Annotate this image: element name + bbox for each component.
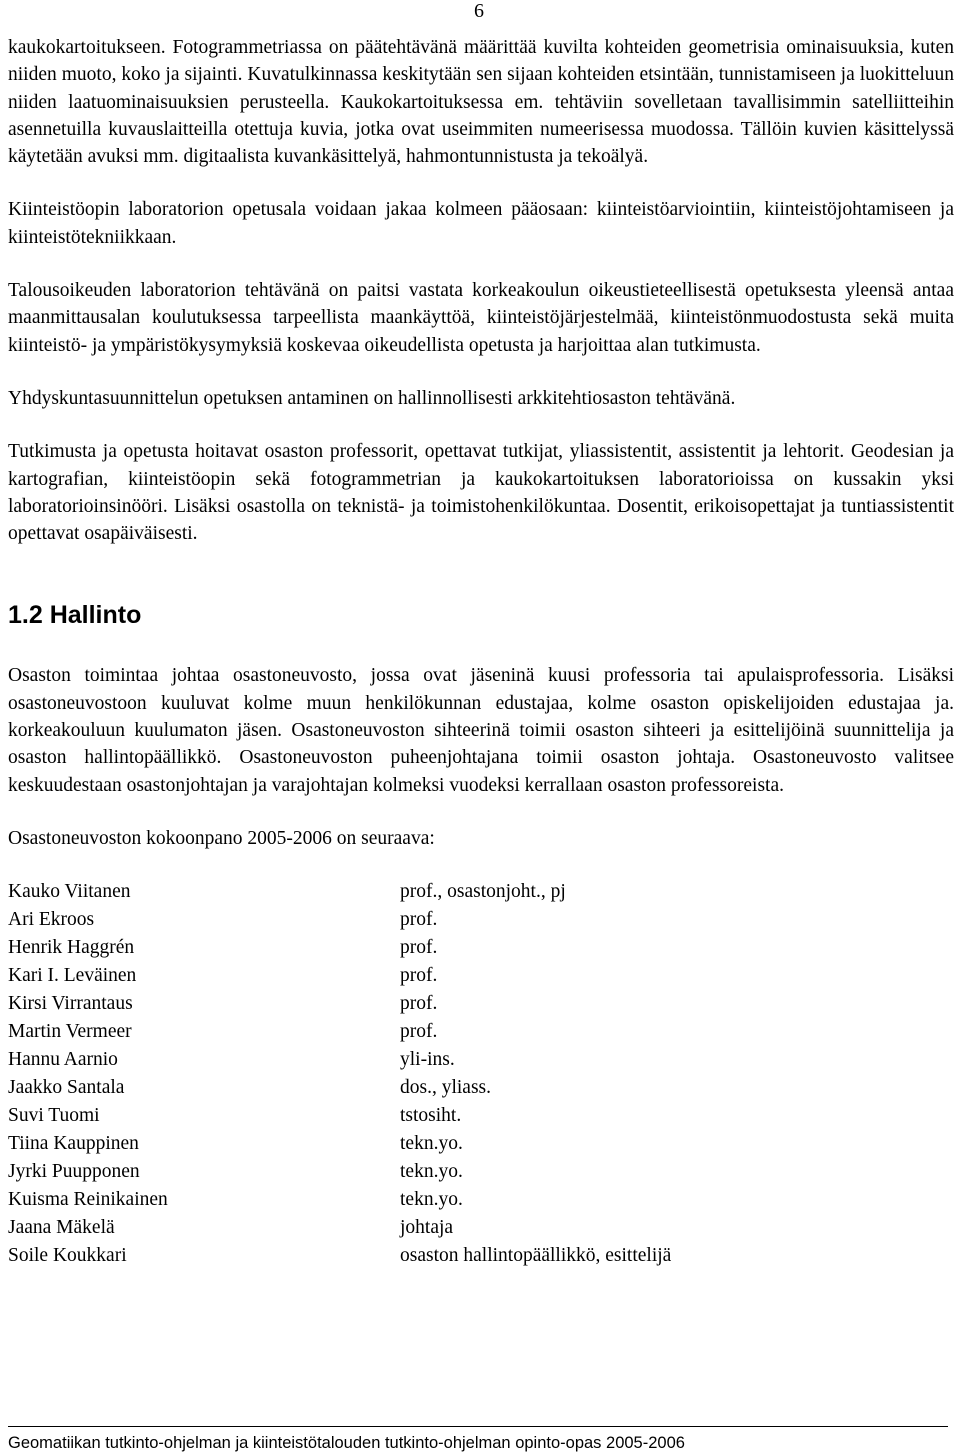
list-item [8, 1214, 954, 1242]
list-item [8, 1186, 954, 1214]
page-number: 6 [474, 0, 484, 22]
member-role: prof. [400, 965, 438, 987]
list-item [8, 1074, 954, 1102]
member-role: osaston hallintopäällikkö, esittelijä [400, 1245, 672, 1267]
member-name: Hannu Aarnio [8, 1049, 118, 1071]
paragraph-real-estate-lab: Kiinteistöopin laboratorion opetusala voidaan jakaa kolmeen pääosaan: kiinteistöarviointiin, kiinteistöjohtamiseen ja kiinteistötekniikkaan. [8, 199, 954, 248]
member-role: prof. [400, 993, 438, 1015]
page-footer: Geomatiikan tutkinto-ohjelman ja kiinteistötalouden tutkinto-ohjelman opinto-opas 2005-2006 [8, 1434, 685, 1452]
member-name: Martin Vermeer [8, 1021, 132, 1043]
page-content [8, 34, 954, 1270]
member-role: tekn.yo. [400, 1189, 463, 1211]
member-role: tekn.yo. [400, 1161, 463, 1183]
member-name: Henrik Haggrén [8, 937, 135, 959]
list-item [8, 878, 954, 906]
member-name: Jyrki Puupponen [8, 1161, 140, 1183]
list-item [8, 934, 954, 962]
member-name: Kari I. Leväinen [8, 965, 137, 987]
paragraph-economic-law-lab: Talousoikeuden laboratorion tehtävänä on paitsi vastata korkeakoulun oikeustieteellisestä opetuksesta yleensä antaa maanmittausalan koulutuksessa tarpeellista maankäyttöä, kiinteistöjärjestelmää, kiinteistönmuodostusta sekä muita kiinteistö- ja ympäristökysymyksiä koskevaa oikeudellista opetusta ja harjoittaa alan tutkimusta. [8, 280, 954, 356]
member-name: Tiina Kauppinen [8, 1133, 139, 1155]
list-item [8, 1046, 954, 1074]
member-role: dos., yliass. [400, 1077, 492, 1099]
list-item [8, 962, 954, 990]
member-role: yli-ins. [400, 1049, 455, 1071]
paragraph-remote-sensing: kaukokartoitukseen. Fotogrammetriassa on päätehtävänä määrittää kuvilta kohteiden geometrisia ominaisuuksia, kuten niiden muoto, koko ja sijainti. Kuvatulkinnassa keskitytään sen sijaan kohteiden etsintään, tunnistamiseen ja luokitteluun niiden laatuominaisuuksien perusteella. Kaukokartoituksessa em. tehtäviin sovelletaan tavallisimmin satelliitteihin asennetuilla kuvauslaitteilla otettuja kuvia, jotka ovat useimmiten numeerisessa muodossa. Tällöin kuvien käsittelyssä käytetään avuksi mm. digitaalista kuvankäsittelyä, hahmontunnistusta ja tekoälyä. [8, 37, 954, 168]
paragraph-council-composition-intro: Osastoneuvoston kokoonpano 2005-2006 on seuraava: [8, 827, 435, 849]
list-item [8, 1102, 954, 1130]
footer-divider [8, 1426, 948, 1427]
member-role: tstosiht. [400, 1105, 462, 1127]
list-item [8, 1158, 954, 1186]
list-item [8, 906, 954, 934]
member-name: Jaana Mäkelä [8, 1217, 115, 1239]
member-name: Ari Ekroos [8, 909, 95, 931]
paragraph-department-council: Osaston toimintaa johtaa osastoneuvosto, jossa ovat jäseninä kuusi professoria tai apulaisprofessoria. Lisäksi osastoneuvostoon kuuluvat kolme muun henkilökunnan edustajaa, kolme osaston opiskelijoiden edustajaa ja. korkeakouluun kuulumaton jäsen. Osastoneuvoston sihteerinä toimii osaston sihteeri ja esittelijöinä suunnittelija ja osaston hallintopäällikkö. Osastoneuvoston puheenjohtajana toimii osaston johtaja. Osastoneuvosto valitsee keskuudestaan osastonjohtajan ja varajohtajan kolmeksi vuodeksi kerrallaan osaston professoreista. [8, 665, 954, 796]
member-role: johtaja [400, 1217, 454, 1239]
member-name: Soile Koukkari [8, 1245, 127, 1267]
member-role: tekn.yo. [400, 1133, 463, 1155]
member-role: prof. [400, 1021, 438, 1043]
member-name: Kauko Viitanen [8, 881, 131, 903]
member-role: prof. [400, 909, 438, 931]
list-item [8, 990, 954, 1018]
paragraph-staff: Tutkimusta ja opetusta hoitavat osaston professorit, opettavat tutkijat, yliassistentit, assistentit ja lehtorit. Geodesian ja kartografian, kiinteistöopin sekä fotogrammetrian ja kaukokartoituksen laboratorioissa on kussakin yksi laboratorioinsinööri. Lisäksi osastolla on teknistä- ja toimistohenkilökuntaa. Dosentit, erikoisopettajat ja tuntiassistentit opettavat osapäiväisesti. [8, 441, 954, 545]
council-member-list [8, 878, 954, 1270]
member-role: prof., osastonjoht., pj [400, 881, 566, 903]
member-role: prof. [400, 937, 438, 959]
paragraph-urban-planning: Yhdyskuntasuunnittelun opetuksen antaminen on hallinnollisesti arkkitehtiosaston tehtävänä. [8, 387, 736, 409]
list-item [8, 1130, 954, 1158]
member-name: Kirsi Virrantaus [8, 993, 133, 1015]
section-heading-administration: 1.2 Hallinto [8, 601, 142, 630]
list-item [8, 1242, 954, 1270]
member-name: Jaakko Santala [8, 1077, 125, 1099]
member-name: Kuisma Reinikainen [8, 1189, 168, 1211]
list-item [8, 1018, 954, 1046]
member-name: Suvi Tuomi [8, 1105, 100, 1127]
